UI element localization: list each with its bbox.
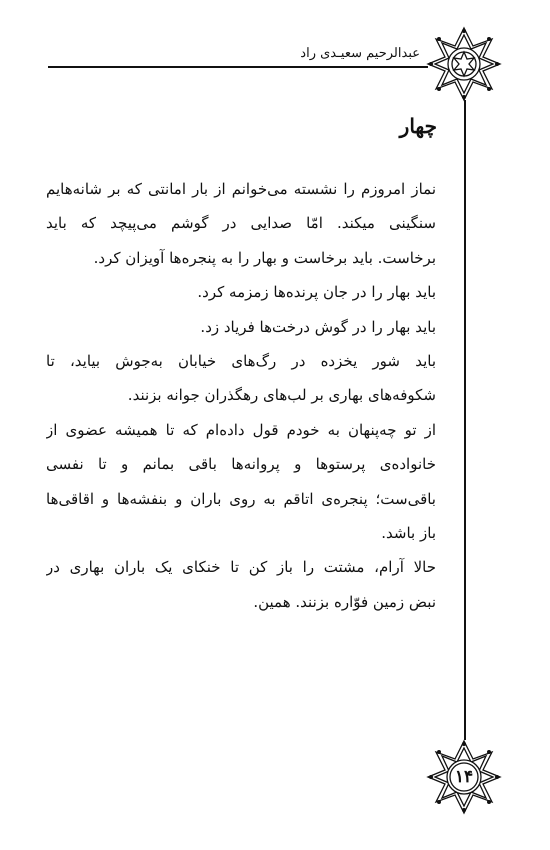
body-line: نماز امروزم را نشسته می‌خوانم از بار امانتی که بر شانه‌هایم [46,180,436,198]
body-text [46,172,436,619]
body-line: برخاست. باید برخاست و بهار را به پنجره‌ها آویزان کرد. [93,248,436,267]
body-line: از تو چه‌پنهان به خودم قول داده‌ام که تا همیشه عضوی از [46,420,436,439]
running-head-author: عبدالرحیم سعیـدی راد [300,46,420,61]
body-line: سنگینی میکند. امّا صدایی در گوشم می‌پیچد که باید [46,214,436,233]
body-line: خانواده‌ی پرستوها و پروانه‌ها باقی بمانم و تا نفسی [46,455,436,474]
body-line: باز باشد. [381,523,436,542]
page-number: ۱۴ [454,767,474,787]
body-line: نبض زمین فوّاره بزنند. همین. [253,592,436,611]
ornament-rosette-icon [426,26,502,102]
body-line: باقی‌ست؛ پنجره‌ی اتاقم به روی باران و بنفشه‌ها و اقاقی‌ها [46,489,436,508]
body-line: شکوفه‌های بهاری بر لب‌های رهگذران جوانه بزنند. [127,386,436,405]
body-line: حالا آرام، مشتت را باز کن تا خنکای یک باران بهاری در [46,558,436,577]
body-line: باید بهار را در گوش درخت‌ها فریاد زد. [200,317,436,336]
body-line: باید بهار را در جان پرنده‌ها زمزمه کرد. [197,283,436,302]
side-margin-rule [464,100,466,740]
chapter-title: چهار [399,114,437,138]
header-rule [48,66,428,68]
body-line: باید شور یخزده در رگ‌های خیابان به‌جوش بیاید، تا [46,351,436,370]
